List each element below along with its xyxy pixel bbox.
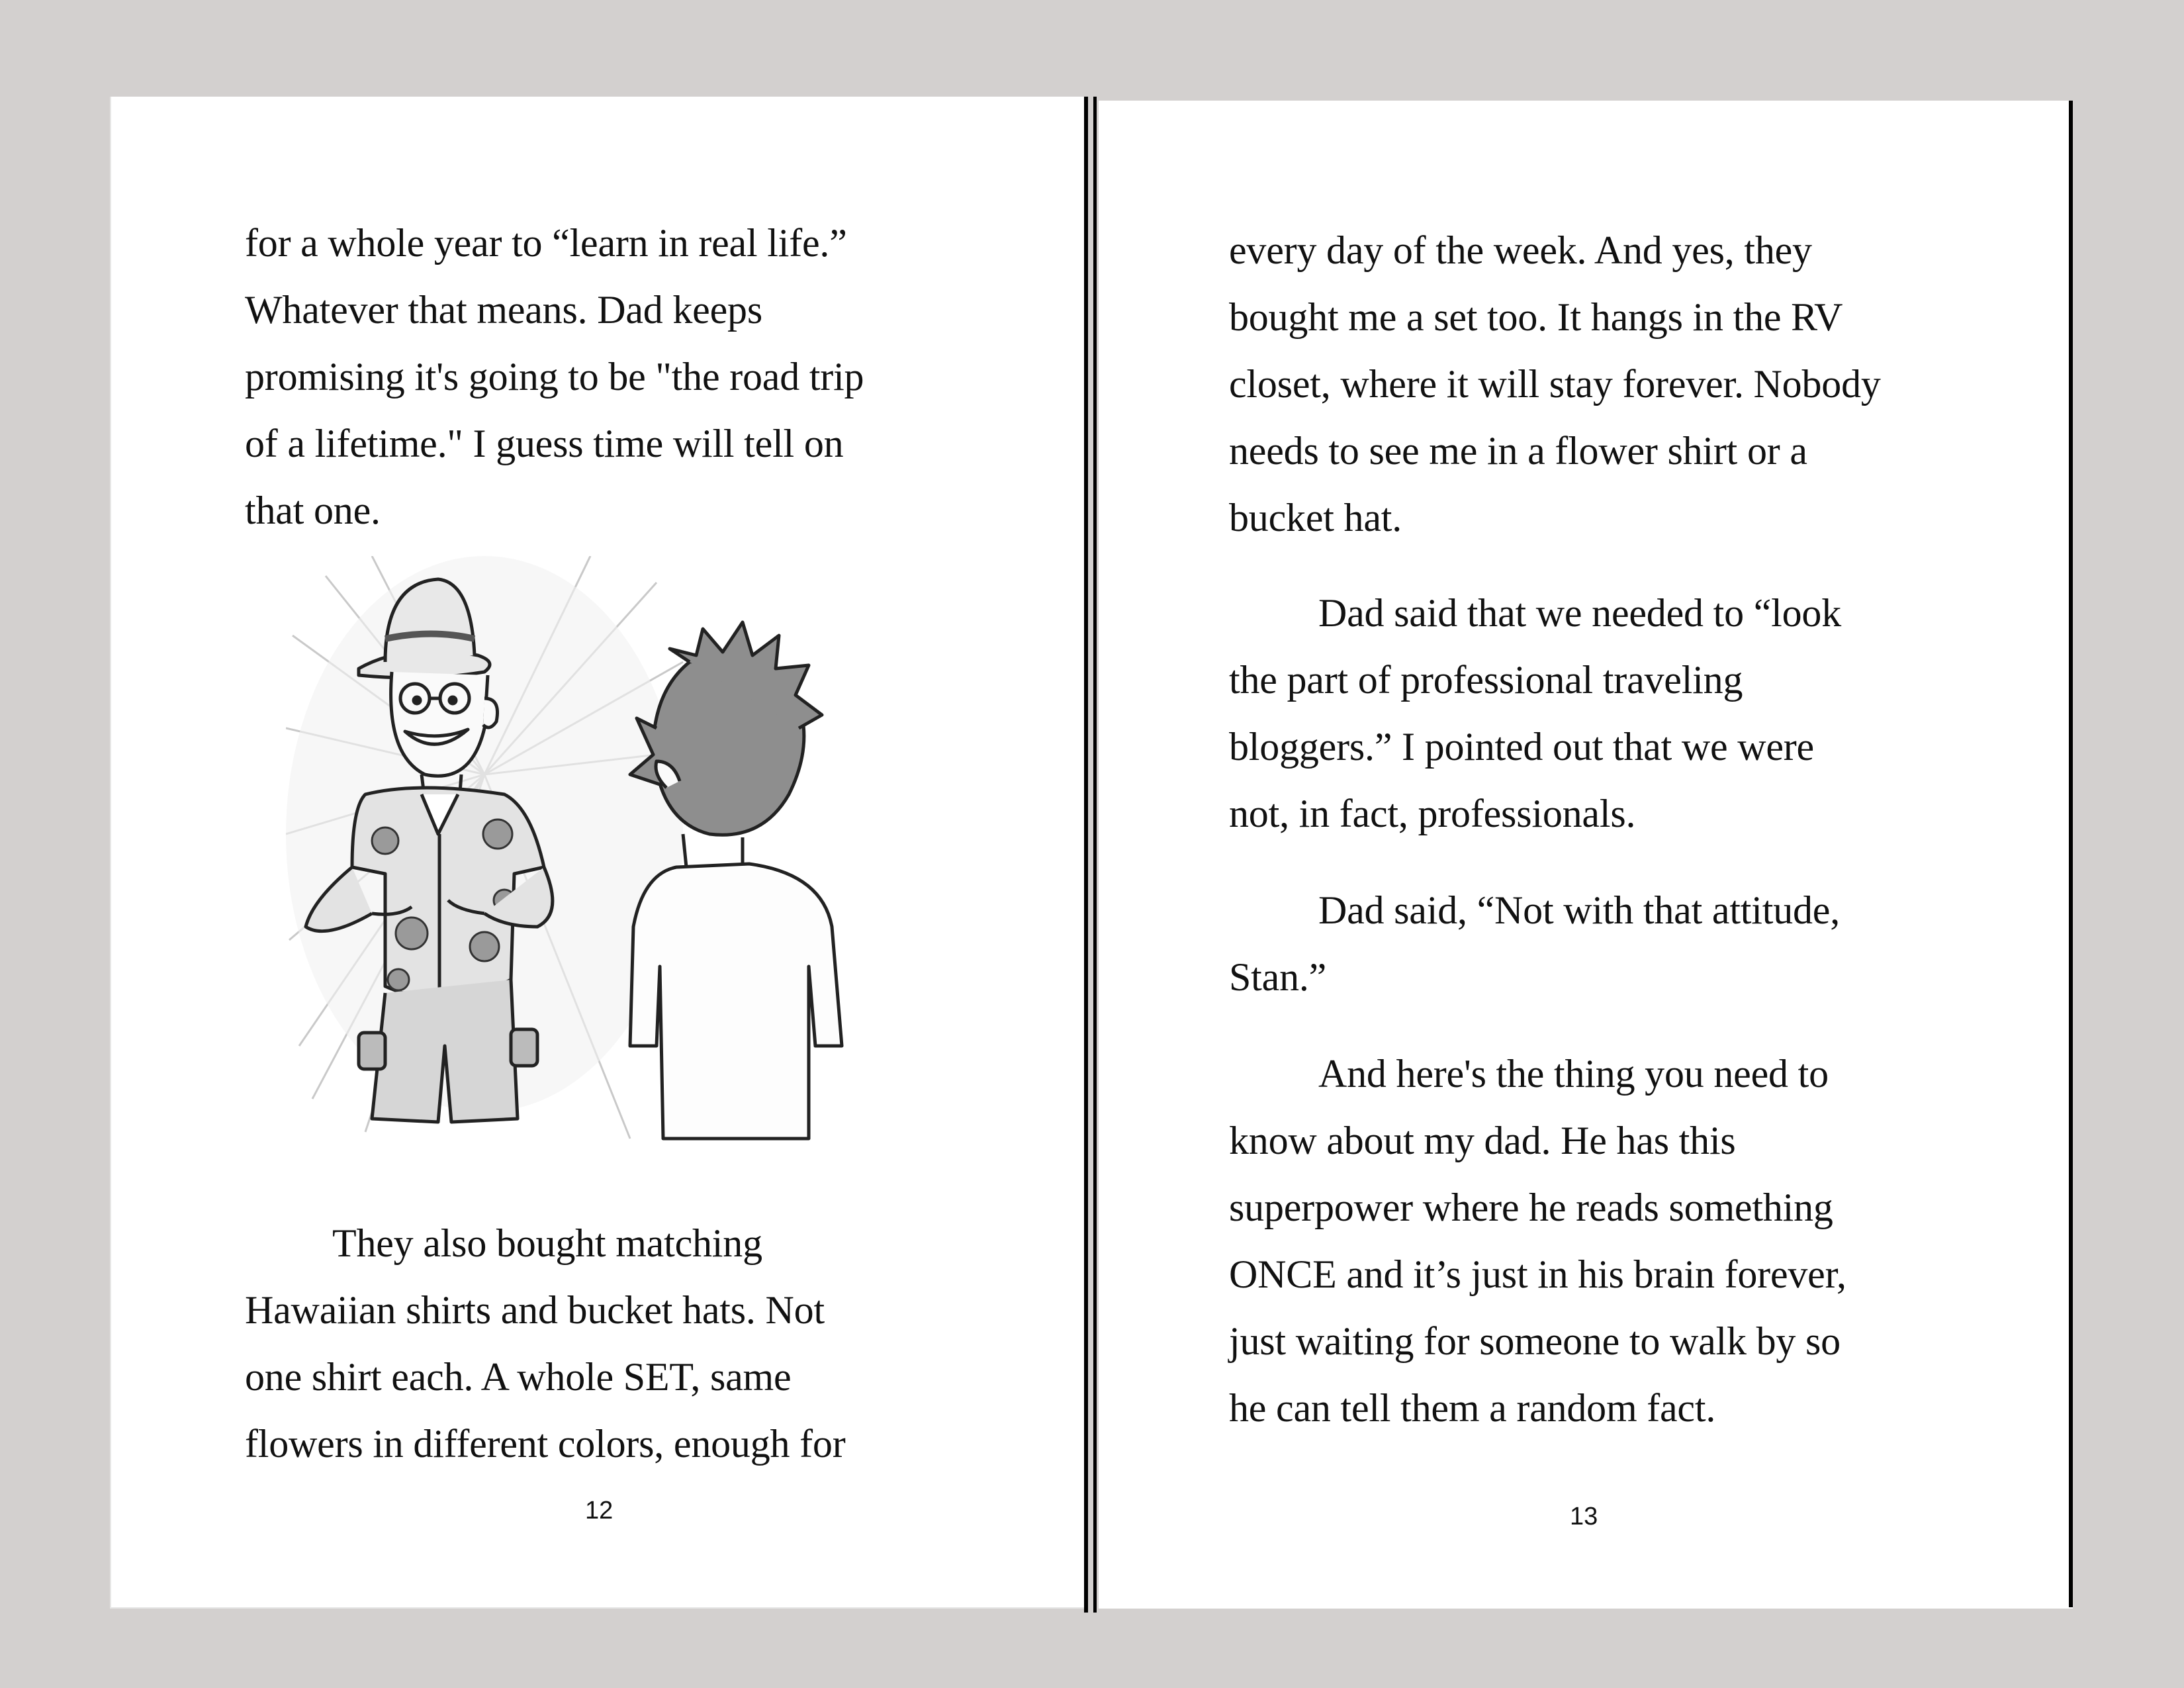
right-text-line: he can tell them a random fact. xyxy=(1229,1386,1716,1430)
book-spine-line xyxy=(1084,97,1088,1613)
left-text-line: of a lifetime." I guess time will tell on xyxy=(245,422,844,465)
right-text-line: needs to see me in a flower shirt or a xyxy=(1229,429,1807,473)
right-text-line: bloggers.” I pointed out that we were xyxy=(1229,725,1814,769)
left-text-line: Hawaiian shirts and bucket hats. Not xyxy=(245,1288,825,1332)
right-text-line: bucket hat. xyxy=(1229,496,1402,539)
left-text-line: for a whole year to “learn in real life.” xyxy=(245,221,847,265)
left-text-line: one shirt each. A whole SET, same xyxy=(245,1355,792,1399)
stan-figure xyxy=(630,622,842,1139)
left-text-line: flowers in different colors, enough for xyxy=(245,1422,846,1466)
left-text-line: that one. xyxy=(245,489,381,532)
right-text-line: not, in fact, professionals. xyxy=(1229,792,1636,835)
left-text-line: promising it's going to be "the road trip xyxy=(245,355,864,399)
right-text-line: Dad said that we needed to “look xyxy=(1318,591,1842,635)
right-text-line: superpower where he reads something xyxy=(1229,1186,1833,1229)
page-number-right: 13 xyxy=(1570,1503,1598,1530)
left-text-line: They also bought matching xyxy=(332,1221,762,1265)
right-text-line: just waiting for someone to walk by so xyxy=(1229,1319,1841,1363)
right-text-line: Dad said, “Not with that attitude, xyxy=(1318,888,1841,932)
right-text-line: every day of the week. And yes, they xyxy=(1229,228,1812,272)
right-text-line: Stan.” xyxy=(1229,955,1327,999)
right-text-line: the part of professional traveling xyxy=(1229,658,1743,702)
book-spine-line xyxy=(1093,97,1097,1613)
right-page-edge xyxy=(2069,101,2073,1607)
page-number-left: 12 xyxy=(585,1497,614,1524)
right-text-line: bought me a set too. It hangs in the RV xyxy=(1229,295,1843,339)
right-text-line: And here's the thing you need to xyxy=(1318,1052,1829,1096)
right-text-line: closet, where it will stay forever. Nobody xyxy=(1229,362,1881,406)
right-text-line: ONCE and it’s just in his brain forever, xyxy=(1229,1252,1846,1296)
left-text-line: Whatever that means. Dad keeps xyxy=(245,288,762,332)
right-text-line: know about my dad. He has this xyxy=(1229,1119,1736,1162)
dad-and-stan-illustration xyxy=(286,556,895,1152)
